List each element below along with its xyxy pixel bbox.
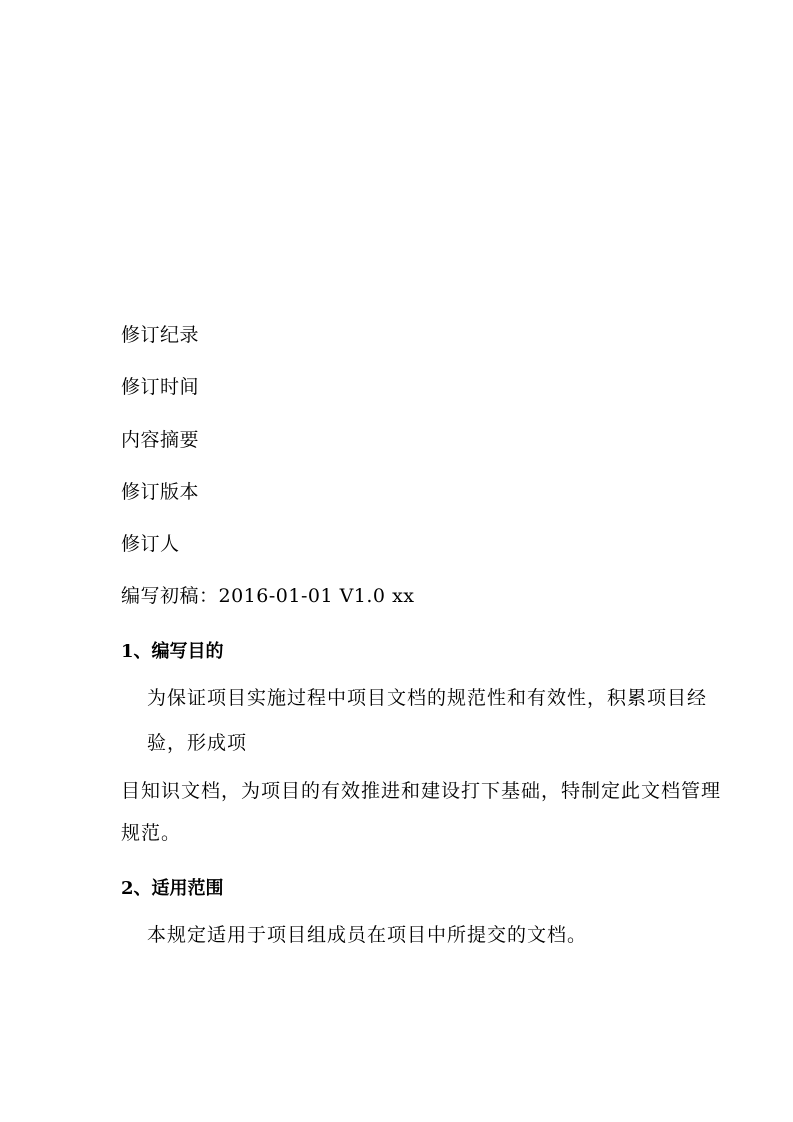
revision-time-label: 修订时间 — [121, 376, 200, 398]
section-1-paragraph-line-3: 目知识文档，为项目的有效推进和建设打下基础，特制定此文档管理 — [121, 780, 722, 802]
section-1-paragraph-line-1: 为保证项目实施过程中项目文档的规范性和有效性，积累项目经 — [147, 687, 708, 709]
draft-entry: 编写初稿：2016-01-01 V1.0 xx — [121, 585, 415, 607]
section-1-paragraph-line-2: 验，形成项 — [147, 732, 248, 754]
section-2-paragraph-line-1: 本规定适用于项目组成员在项目中所提交的文档。 — [147, 924, 588, 946]
revision-version-label: 修订版本 — [121, 481, 200, 503]
section-1-heading: 1、编写目的 — [121, 641, 224, 662]
section-2-heading: 2、适用范围 — [121, 878, 224, 899]
content-summary-label: 内容摘要 — [121, 429, 200, 451]
section-1-paragraph-line-4: 规范。 — [121, 822, 182, 844]
revision-record-title: 修订纪录 — [121, 324, 200, 346]
reviser-label: 修订人 — [121, 533, 180, 555]
